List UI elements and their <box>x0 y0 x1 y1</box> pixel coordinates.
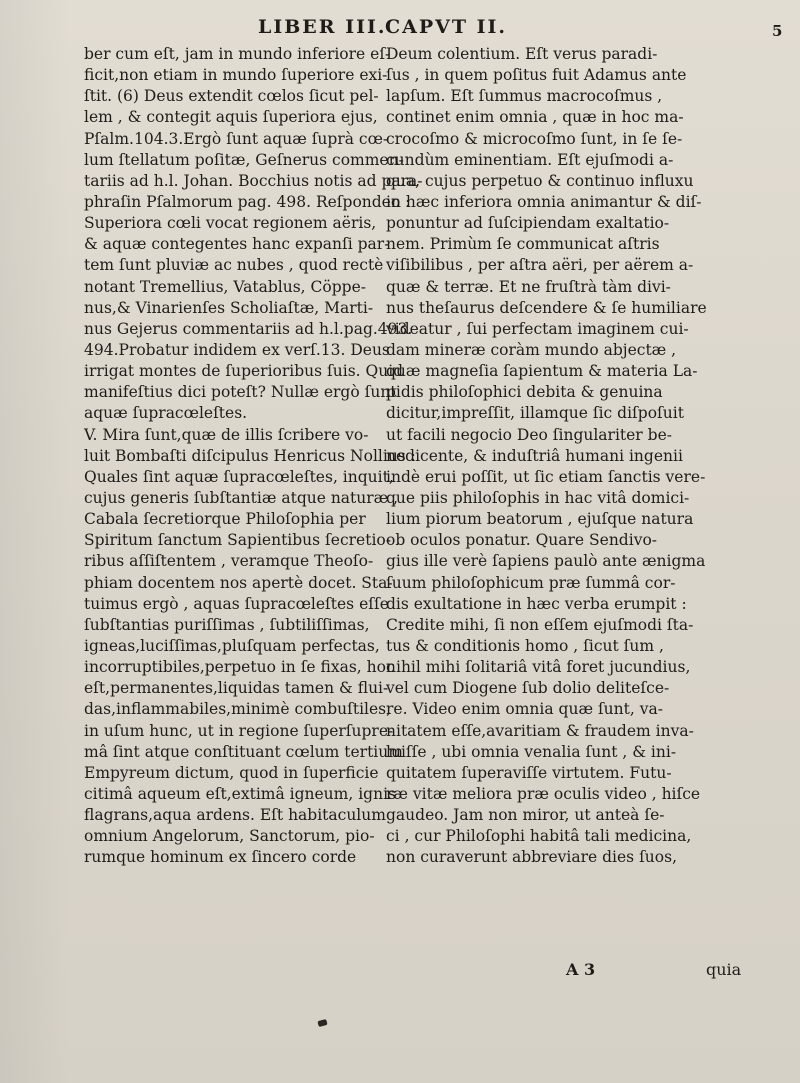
text-line: aquæ ſupracœleſtes. <box>84 404 248 423</box>
text-line: 494.Probatur indidem ex verſ.13. Deus <box>84 340 390 359</box>
text-line: & aquæ contegentes hanc expanſi par- <box>84 235 390 254</box>
text-line: lapſum. Eſt ſummus macrocoſmus , <box>386 87 663 106</box>
text-line: dis exultatione in hæc verba erumpit : <box>386 594 687 613</box>
page-number: 5 <box>772 22 785 40</box>
text-line: lum ſtellatum poſitæ, Geſnerus commen- <box>84 150 404 169</box>
text-line: cujus generis ſubſtantiæ atque naturæ , <box>84 488 399 507</box>
right-column <box>386 44 726 868</box>
text-line: nihil mihi ſolitariâ vitâ foret jucundius, <box>386 658 691 677</box>
text-line: ut facili negocio Deo ſingulariter be- <box>386 425 672 444</box>
text-line: nedicente, & induſtriâ humani ingenii <box>386 446 683 465</box>
text-line: crocoſmo & microcoſmo ſunt, in ſe ſe- <box>386 129 683 148</box>
text-line: quæ magneſia ſapientum & materia La- <box>386 362 698 381</box>
text-line: continet enim omnia , quæ in hoc ma- <box>386 108 684 127</box>
text-line: videatur , ſui perfectam imaginem cui- <box>386 319 689 338</box>
text-line: das,inflammabiles,minimè combuſtiles, <box>84 700 392 719</box>
text-line: flagrans,aqua ardens. Eſt habitaculum <box>84 806 386 825</box>
text-line: Superiora cœli vocat regionem aëris, <box>84 214 377 233</box>
text-line: tem ſunt pluviæ ac nubes , quod rectè <box>84 256 384 275</box>
text-line: gius ille verè ſapiens paulò ante ænigma <box>386 552 706 571</box>
text-line: quæ & terræ. Et ne fruſtrà tàm divi- <box>386 277 671 296</box>
text-line: lem , & contegit aquis ſuperiora ejus, <box>84 108 378 127</box>
text-line: nus theſaurus deſcendere & ſe humiliare <box>386 298 707 317</box>
text-line: nus Gejerus commentariis ad h.l.pag.493. <box>84 319 413 338</box>
text-line: qua, cujus perpetuo & continuo influxu <box>386 171 694 190</box>
text-line: citimâ aqueum eſt,extimâ igneum, ignis <box>84 784 396 803</box>
text-line: luit Bombaſti diſcipulus Henricus Nollius : <box>84 446 416 465</box>
text-line: rumque hominum ex ſincero corde <box>84 848 357 867</box>
text-line: notant Tremellius, Vatablus, Cöppe- <box>84 277 366 296</box>
text-line: manifeſtius dici poteſt? Nullæ ergò ſunt <box>84 383 397 402</box>
text-line: dam mineræ coràm mundo abjectæ , <box>386 340 677 359</box>
text-line: ſubſtantias puriſſimas , ſubtiliſſimas, <box>84 615 370 634</box>
text-line: tuimus ergò , aquas ſupracœleſtes eſſe <box>84 594 389 613</box>
text-line: in uſum hunc, ut in regione ſuperſupre- <box>84 721 394 740</box>
text-line: cundùm eminentiam. Eſt ejuſmodi a- <box>386 150 674 169</box>
text-line: viſibilibus , per aſtra aëri, per aërem a- <box>386 256 694 275</box>
text-line: Pſalm.104.3.Ergò ſunt aquæ ſuprà cœ- <box>84 129 389 148</box>
header-chapter: CAPVT II. <box>385 16 508 38</box>
running-header <box>0 16 800 44</box>
text-line: pidis philoſophici debita & genuina <box>386 383 663 402</box>
signature-mark: A 3 <box>566 960 596 979</box>
text-line: mâ ſint atque conſtituant cœlum tertium <box>84 742 403 761</box>
text-line: tus & conditionis homo , ſicut ſum , <box>386 636 664 655</box>
text-line: dicitur,impreſſit, illamque ſic diſpoſuit <box>386 404 684 423</box>
text-line: ob oculos ponatur. Quare Sendivo- <box>386 531 658 550</box>
text-line: incorruptibiles,perpetuo in ſe fixas, hoc <box>84 658 395 677</box>
text-line: ber cum eſt, jam in mundo inferiore eſ- <box>84 45 391 63</box>
ink-smudge <box>317 1019 327 1027</box>
text-line: igneas,luciſſimas,pluſquam perfectas, <box>84 636 380 655</box>
text-line: ficit,non etiam in mundo ſuperiore exi- <box>84 66 388 85</box>
text-line: tariis ad h.l. Johan. Bocchius notis ad para- <box>84 171 423 190</box>
text-line: irrigat montes de ſuperioribus ſuis. Quid <box>84 362 404 381</box>
text-line: ponuntur ad ſuſcipiendam exaltatio- <box>386 214 670 233</box>
text-line: que piis philoſophis in hac vitâ domici- <box>386 488 690 507</box>
text-line: in hæc inferiora omnia animantur & diſ- <box>386 192 702 211</box>
header-book: LIBER III. <box>258 16 387 38</box>
text-line: phiam docentem nos apertè docet. Sta- <box>84 573 393 592</box>
text-line: Cabala ſecretiorque Philoſophia per <box>84 510 366 529</box>
text-line: Empyreum dictum, quod in ſuperficie <box>84 763 379 782</box>
text-line: Deum colentium. Eſt verus paradi- <box>386 45 658 63</box>
page-shadow <box>0 0 70 1083</box>
text-line: non curaverunt abbreviare dies ſuos, <box>386 848 677 867</box>
text-line: Quales ſint aquæ ſupracœleſtes, inquit, <box>84 467 394 486</box>
text-line: quitatem ſuperaviſſe virtutem. Futu- <box>386 763 672 782</box>
text-line: ſtit. (6) Deus extendit cœlos ſicut pel- <box>84 87 379 106</box>
text-line: lium piorum beatorum , ejuſque natura <box>386 510 694 529</box>
text-line: Spiritum ſanctum Sapientibus ſecretio- <box>84 531 391 550</box>
text-line: ſus , in quem poſitus fuit Adamus ante <box>386 66 687 85</box>
text-line: nitatem eſſe,avaritiam & fraudem inva- <box>386 721 694 740</box>
catchword: quia <box>706 960 742 979</box>
text-line: gaudeo. Jam non miror, ut anteà ſe- <box>386 806 665 825</box>
text-line: vel cum Diogene ſub dolio deliteſce- <box>386 679 670 698</box>
text-line: ræ vitæ meliora præ oculis video , hiſce <box>386 784 701 803</box>
text-line: phraſin Pſalmorum pag. 498. Reſpondeo : <box>84 192 411 211</box>
text-line: ſuum philoſophicum præ ſummâ cor- <box>386 573 676 592</box>
text-line: V. Mira ſunt,quæ de illis ſcribere vo- <box>84 425 369 444</box>
text-line: nem. Primùm ſe communicat aſtris <box>386 235 660 254</box>
text-line: omnium Angelorum, Sanctorum, pio- <box>84 827 375 846</box>
text-line: re. Video enim omnia quæ ſunt, va- <box>386 700 663 719</box>
text-line: ci , cur Philoſophi habitâ tali medicina, <box>386 827 692 846</box>
text-line: Credite mihi, ſi non eſſem ejuſmodi ſta- <box>386 615 694 634</box>
text-line: luiſſe , ubi omnia venalia ſunt , & ini- <box>386 742 677 761</box>
text-line: ribus aſſiſtentem , veramque Theoſo- <box>84 552 374 571</box>
text-line: indè erui poſſit, ut ſic etiam ſanctis vere- <box>386 467 706 486</box>
text-line: nus,& Vinarienſes Scholiaſtæ, Marti- <box>84 298 374 317</box>
left-column <box>84 44 423 868</box>
text-line: eſt,permanentes,liquidas tamen & flui- <box>84 679 389 698</box>
